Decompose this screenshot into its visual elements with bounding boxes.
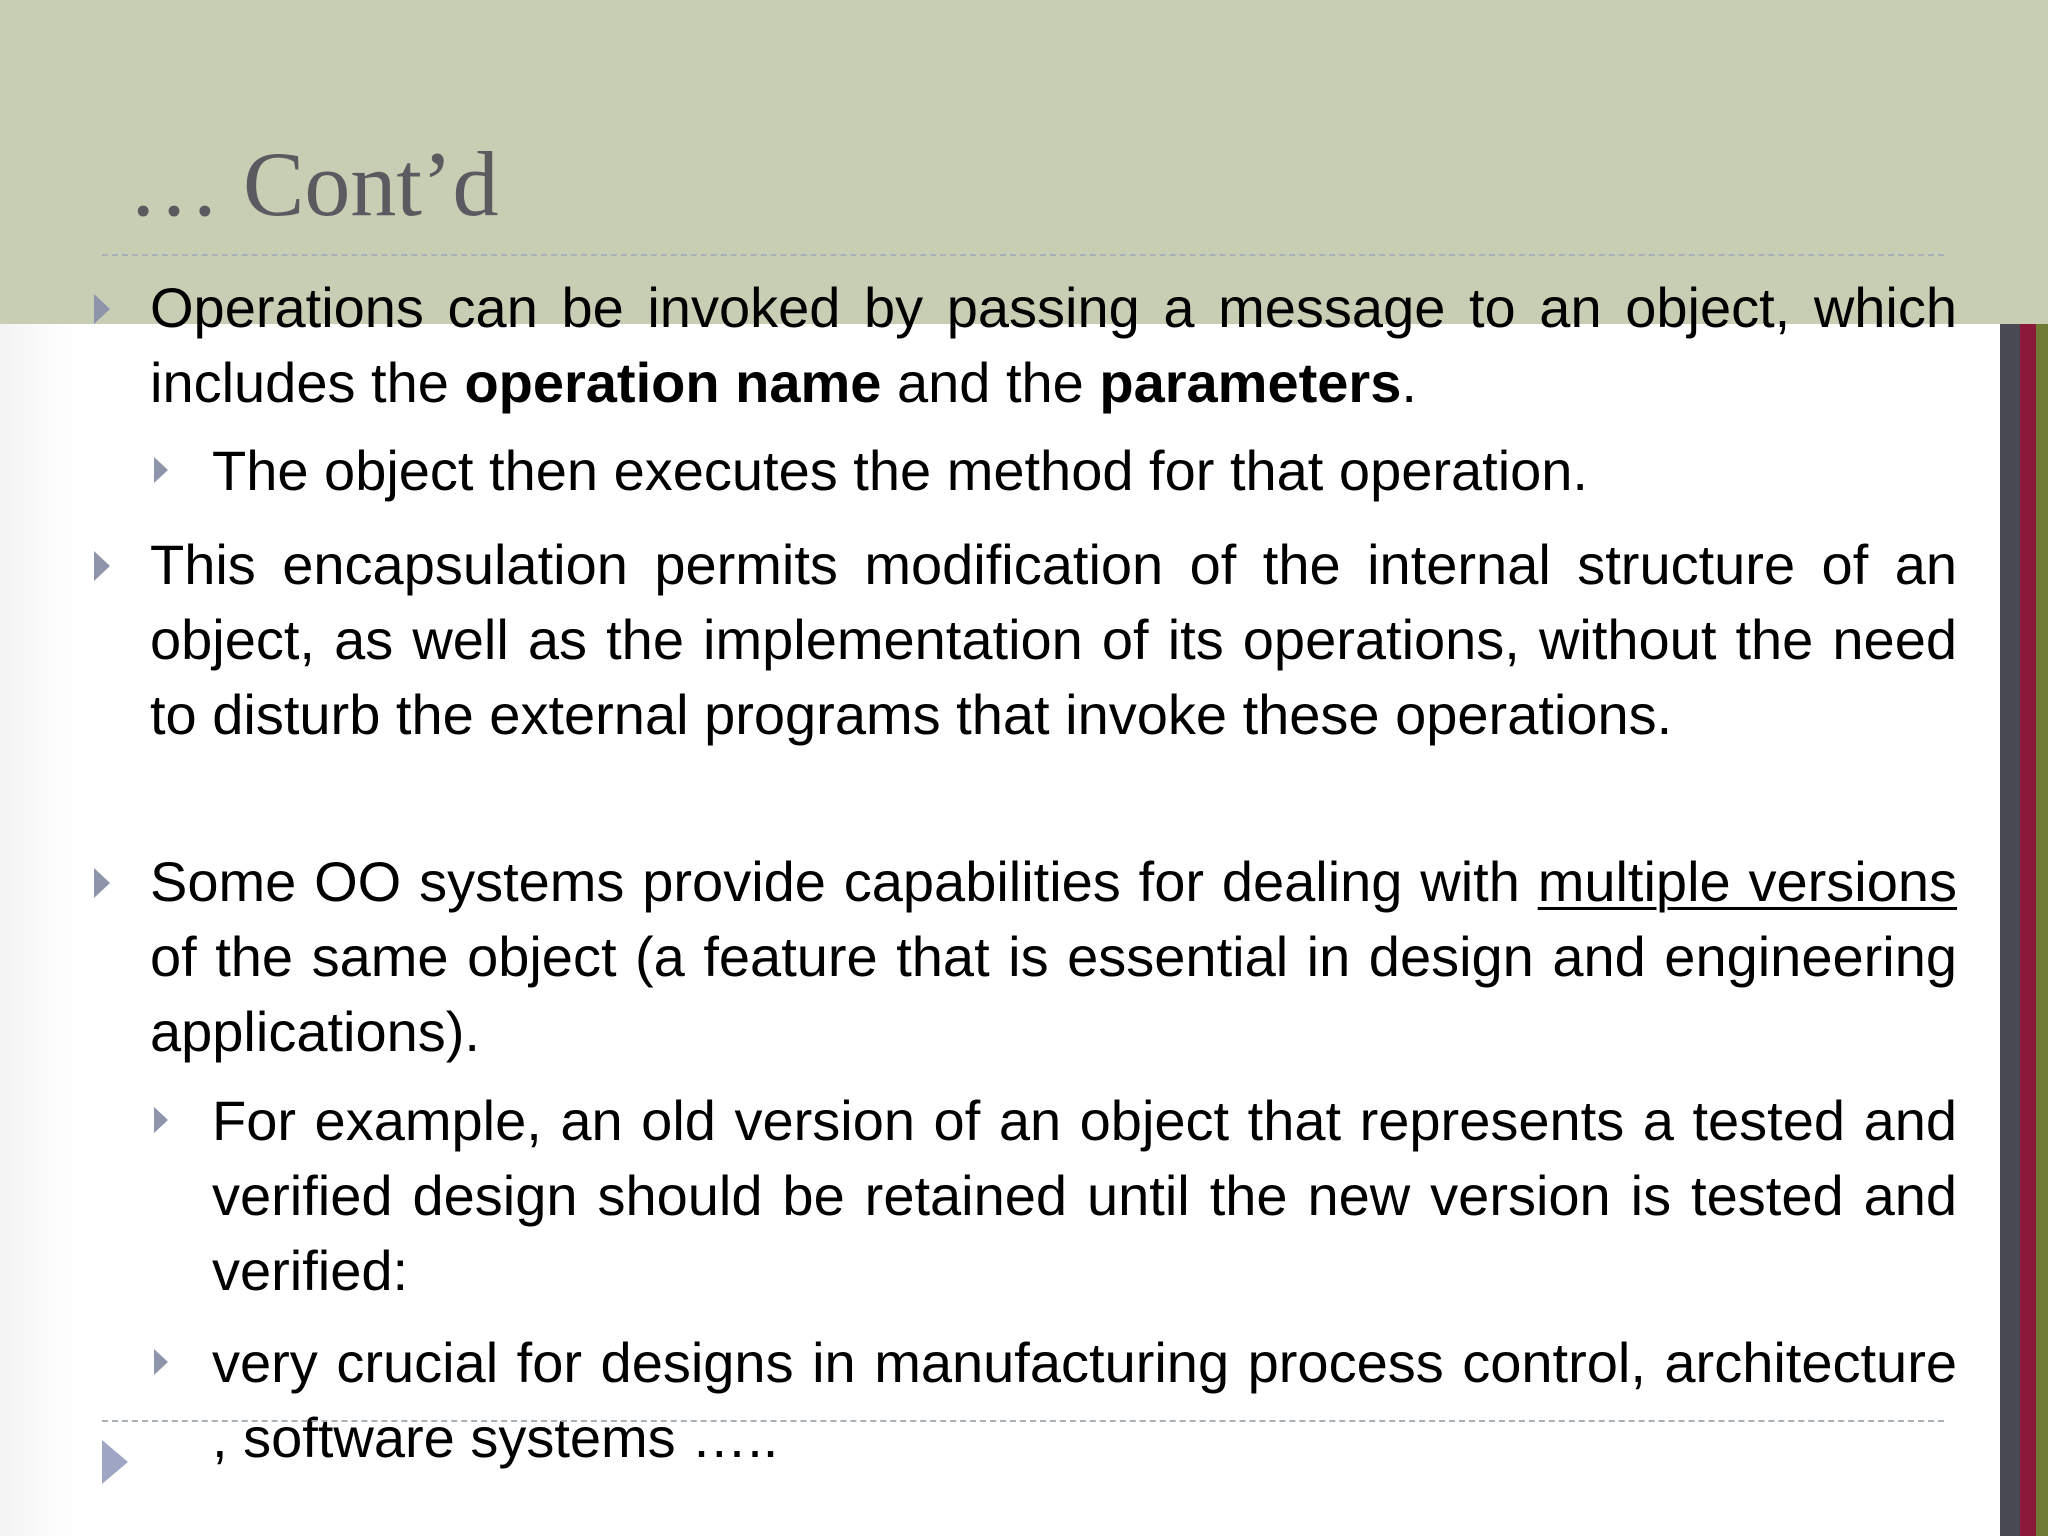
bullet-item <box>150 270 1957 420</box>
bullet-triangle-icon <box>94 868 110 898</box>
sub-bullet-triangle-icon <box>154 457 168 483</box>
bullet-triangle-icon <box>94 551 110 581</box>
text-segment: of the same object (a feature that is essential in design and engineering applications). <box>150 925 1957 1063</box>
text-segment: and the <box>881 351 1100 414</box>
bullet-item <box>150 844 1957 1069</box>
sub-bullet-item: For example, an old version of an object that represents a tested and verified design should be retained until the new version is tested and verified: <box>212 1089 1957 1302</box>
sub-bullet-triangle-icon <box>154 1349 168 1375</box>
sub-bullet-triangle-icon <box>154 1107 168 1133</box>
footer-divider <box>102 1420 1944 1422</box>
slide-title: … Cont’d <box>128 133 499 235</box>
text-segment: Some OO systems provide capabilities for dealing with <box>150 850 1538 913</box>
text-segment: . <box>1401 351 1417 414</box>
sub-bullet-item: very crucial for designs in manufacturing process control, architecture , software systems ….. <box>212 1331 1957 1469</box>
underlined-term: multiple versions <box>1537 850 1958 913</box>
bold-term: operation name <box>464 351 882 414</box>
bold-term: parameters <box>1099 351 1402 414</box>
bullet-item: This encapsulation permits modification of the internal structure of an object, as well as the implementation of its operations, without the need to disturb the external programs that invoke these operations. <box>150 533 1957 746</box>
text-segment: Operations can be invoked by passing a message to an object, which includes the <box>150 276 1957 414</box>
footer-triangle-icon <box>102 1440 128 1484</box>
bullet-triangle-icon <box>94 294 110 324</box>
sub-bullet-item: The object then executes the method for that operation. <box>212 439 1588 502</box>
